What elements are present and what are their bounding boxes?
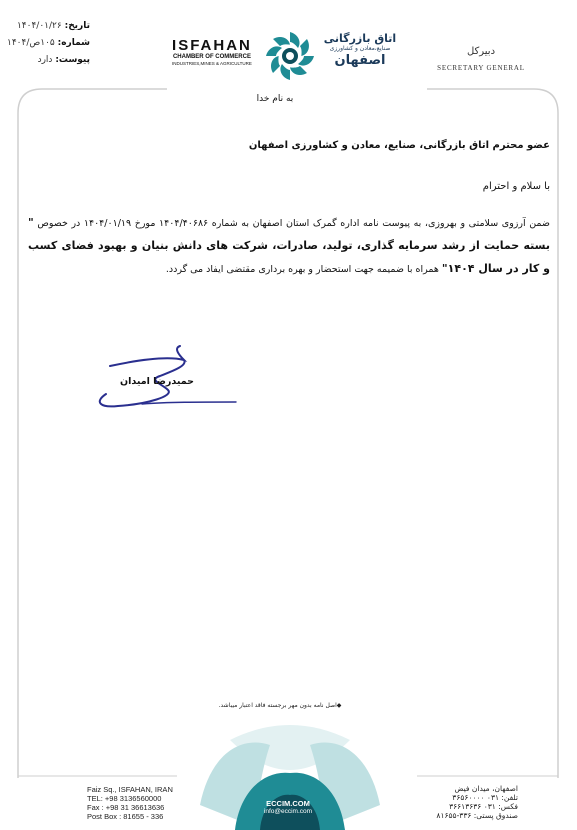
letter-frame bbox=[17, 88, 559, 778]
footer-address-fa: اصفهان، میدان فیض تلفن: ۰۳۱ ۳۶۵۶۰۰۰۰ فکس: ۰۳۱ ۳۶۶۱۳۶۳۶ صندوق پستی: ۳۳۶-۸۱۶۵۵ bbox=[436, 784, 518, 820]
email-link[interactable]: info@eccim.com bbox=[263, 808, 313, 815]
meta-date: تاریخ: ۱۴۰۴/۰۱/۲۶ bbox=[16, 21, 90, 31]
letter-body: ضمن آرزوی سلامتی و بهروزی، به پیوست نامه اداره گمرک استان اصفهان به شماره ۱۴۰۴/۴۰۶۸۶ مورخ ۱۴۰۴/۰۱/۱۹ در خصوص " بسته حمایت از رشد سرمایه گذاری، تولید، صادرات، شرکت های دانش بنیان و بهبود فضای کسب و کار در سال ۱۴۰۴" همراه با ضمیمه جهت استحضار و بهره برداری مقتضی ایفاد می گردد. bbox=[28, 216, 550, 275]
chamber-logo-icon bbox=[264, 30, 316, 82]
signer-name: حمیدرضا امیدان bbox=[120, 376, 194, 387]
secretary-general-fa: دبیرکل bbox=[466, 46, 496, 57]
letter-meta bbox=[6, 18, 90, 69]
footer-address-en: Faiz Sq., ISFAHAN, IRAN TEL: +98 3136560000 Fax : +98 31 36613636 Post Box : 81655 - 336 bbox=[87, 785, 173, 821]
secretary-general-en: SECRETARY GENERAL bbox=[437, 64, 525, 72]
logo-persian: اتاق بازرگانی صنایع،معادن و کشاورزی اصفهان bbox=[323, 32, 397, 68]
authenticity-note: ◆اصل نامه بدون مهر برجسته فاقد اعتبار میباشد. bbox=[218, 702, 342, 709]
basmala: به نام خدا bbox=[256, 94, 294, 104]
addressee: عضو محترم اتاق بازرگانی، صنایع، معادن و کشاورزی اصفهان bbox=[248, 140, 550, 151]
website-link[interactable]: ECCIM.COM bbox=[266, 799, 310, 808]
greeting: با سلام و احترام bbox=[482, 181, 550, 192]
meta-attachment: پیوست: دارد bbox=[37, 55, 90, 65]
package-title: " بسته حمایت از رشد سرمایه گذاری، تولید، صادرات، شرکت های دانش بنیان و بهبود فضای کسب و کار در سال ۱۴۰۴" bbox=[28, 216, 550, 275]
logo-english: ISFAHAN CHAMBER OF COMMERCE INDUSTRIES,MINES & AGRICULTURE bbox=[172, 37, 252, 66]
footer-web bbox=[250, 799, 326, 816]
meta-number: شماره: ۱۰۵ص/۱۴۰۴ bbox=[6, 38, 90, 48]
